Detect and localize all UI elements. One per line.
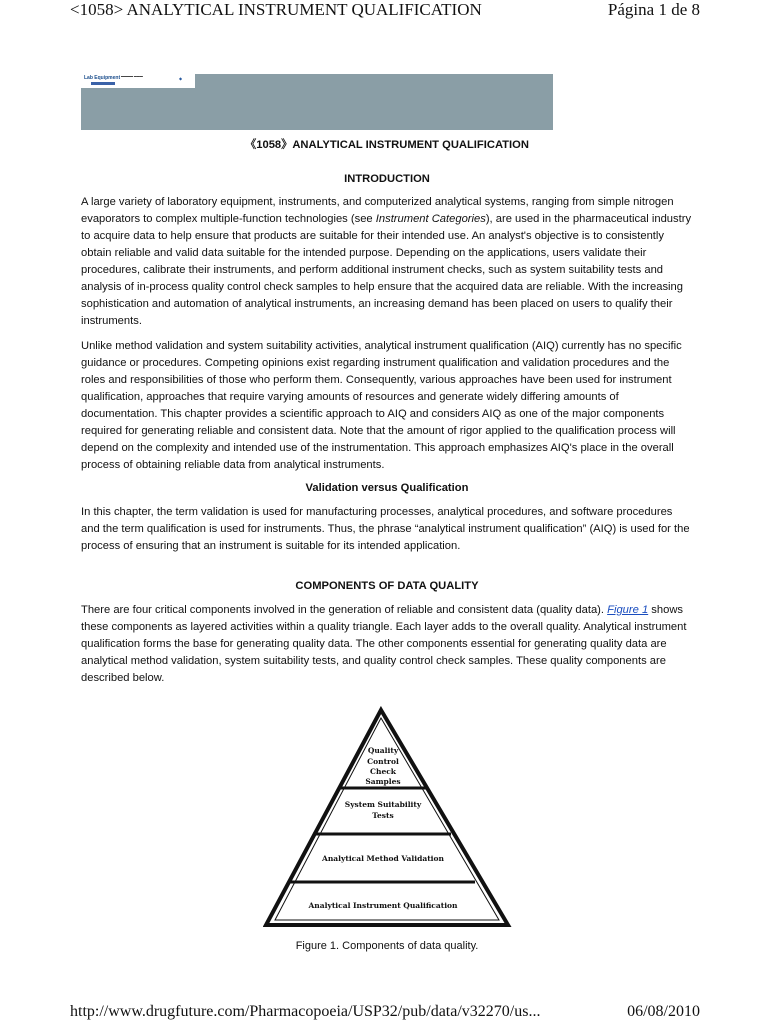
introduction-paragraph-2: Unlike method validation and system suitability activities, analytical instrument qualification (AIQ) currently has no specific guidance or procedures. Competing opinions exist regarding instrument qualification and validation procedures and the roles and responsibilities of those who perform them. Consequently, various approaches have been used for instrument qualification, approaches that require varying amounts of resources and generate widely differing amounts of documentation. This chapter provides a scientific approach to AIQ and considers AIQ as one of the major components required for generating reliable and consistent data. Note that the amount of rigor applied to the qualification process will depend on the complexity and intended use of the instrumentation. This approach emphasizes AIQ's place in the overall process of obtaining reliable data from analytical instruments. [81, 340, 682, 471]
figure-1-link[interactable]: Figure 1 [607, 604, 649, 616]
quality-triangle-figure [263, 706, 513, 928]
banner-logo-mark-icon: ◆ [179, 76, 183, 81]
layer-sst-line-2: Tests [372, 811, 394, 820]
banner-logo-bar [91, 82, 115, 85]
print-footer [70, 1003, 700, 1025]
layer-qc-line-1: Quality [367, 746, 399, 755]
figure-caption: Figure 1. Components of data quality. [295, 940, 479, 952]
banner-logo[interactable] [81, 74, 195, 88]
components-heading: COMPONENTS OF DATA QUALITY [295, 580, 479, 592]
validation-heading: Validation versus Qualification [305, 482, 469, 494]
document-title: 《1058》ANALYTICAL INSTRUMENT QUALIFICATION [245, 139, 529, 151]
intro-text-b: ), are used in the pharmaceutical industry to acquire data to help ensure that products are suitable for their intended use. An analyst's objective is to consistently obtain reliable and valid data suitable for the intended purpose. Depending on the applications, users validate their procedures, calibrate their instruments, and perform additional instrument checks, such as system suitability tests and analysis of in-process quality control check samples to help ensure that the acquired data are reliable. With the increasing sophistication and automation of analytical instruments, an increasing demand has been placed on users to qualify their instruments. [81, 213, 692, 327]
layer-qc-line-4: Samples [365, 777, 401, 786]
components-paragraph [81, 602, 693, 687]
banner-logo-tagline: ▬▬▬▬ ▬▬▬ [121, 74, 143, 78]
site-banner [81, 74, 553, 130]
components-text-b: shows these components as layered activities within a quality triangle. Each layer adds to the overall quality. Analytical instrument qualification forms the base for generating quality data. The other components essential for generating quality data are analytical method validation, system suitability tests, and quality control check samples. These quality components are described below. [81, 604, 687, 684]
layer-qc-line-2: Control [367, 757, 399, 766]
footer-url: http://www.drugfuture.com/Pharmacopoeia/USP32/pub/data/v32270/us... [70, 1003, 541, 1020]
instrument-categories-ref: Instrument Categories [375, 213, 486, 225]
intro-text-a: A large variety of laboratory equipment, instruments, and computerized analytical systems, ranging from simple nitrogen evaporators to complex multiple-function technologies (see [81, 196, 674, 225]
validation-paragraph: In this chapter, the term validation is used for manufacturing processes, analytical procedures, and software procedures and the term qualification is used for instruments. Thus, the phrase “analytical instrument qualification” (AIQ) is used for the process of ensuring that an instrument is suitable for its intended application. [81, 506, 690, 552]
introduction-heading: INTRODUCTION [344, 173, 430, 185]
footer-date: 06/08/2010 [627, 1003, 700, 1020]
layer-aiq: Analytical Instrument Qualification [308, 901, 458, 910]
layer-sst-line-1: System Suitability [344, 800, 422, 809]
header-title: <1058> ANALYTICAL INSTRUMENT QUALIFICATION [70, 0, 482, 19]
introduction-paragraph-1 [81, 194, 693, 330]
components-text-a: There are four critical components involved in the generation of reliable and consistent data (quality data). [81, 604, 608, 616]
print-header [70, 0, 700, 24]
layer-qc-line-3: Check [370, 767, 396, 776]
layer-amv: Analytical Method Validation [322, 854, 444, 863]
banner-logo-text: Lab Equipment [84, 75, 121, 81]
header-page-number: Página 1 de 8 [607, 0, 700, 19]
